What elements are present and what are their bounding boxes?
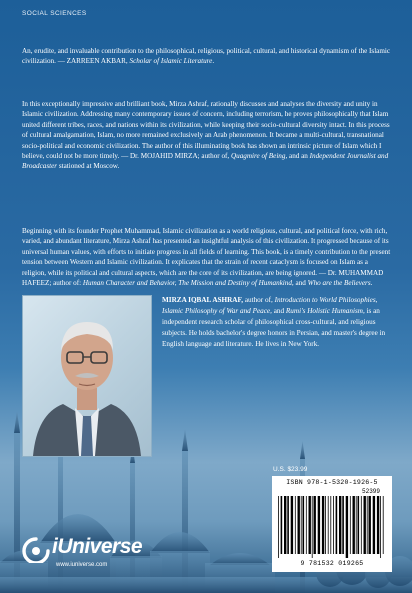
barcode-bar <box>353 496 355 554</box>
author-books: Introduction to World Philosophies, Islamic Philosophy of War and Peace, <box>162 296 378 315</box>
praise-quote-2-book-title: Quagmire of Being <box>230 152 286 161</box>
barcode-bar <box>350 496 351 554</box>
barcode-bar <box>287 496 289 554</box>
barcode-bar <box>373 496 375 554</box>
category-label: SOCIAL SCIENCES <box>22 10 87 17</box>
barcode-bar <box>361 496 362 554</box>
author-name: MIRZA IQBAL ASHRAF, <box>162 296 244 304</box>
praise-quote-3 <box>22 226 392 288</box>
praise-quote-3-end: . <box>370 279 373 288</box>
publisher-name: iUniverse <box>52 535 143 558</box>
author-bio-lead: author of, <box>243 296 275 304</box>
barcode-bars <box>276 496 388 558</box>
praise-quote-3-text: Beginning with its founder Prophet Muhammad, Islamic civilization as a world religious, cultural, and political force, with rich, varied, and abundant literature, Mirza Ashraf has presented an insightful analysis of this civilization. It progressed because of its universal human values, with efforts to initiate progress in all fields of learning. This book, is a timely contribution to the present tension between Western and Islamic civilization. It explicates that the strain of recent cataclysm is focused on Islam as a religion, while its political and cultural aspects, which are the core of its civilization, are being ignored. — Dr. MUHAMMAD HAFEEZ; author of: <box>22 227 391 288</box>
barcode-bar <box>342 496 344 554</box>
praise-quote-3-book-title-2: Who are the Believers <box>307 279 371 288</box>
isbn-barcode <box>272 476 392 572</box>
barcode-bar <box>383 496 384 554</box>
author-bio-rest: , is an independent research scholar of philosophical cross-cultural, and religious subjects. He holds bachelor's degree honors in Persian, and master's degree in English language and literature. He lives in New York. <box>162 306 386 348</box>
praise-quote-2-role: Independent Journalist and Broadcaster <box>22 152 389 171</box>
price-label: U.S. $23.99 <box>273 466 308 473</box>
barcode-bar <box>380 496 381 558</box>
barcode-bar <box>356 496 357 554</box>
author-book-rumi: Rumi's Holistic Humanism <box>285 306 363 315</box>
author-bio <box>162 295 394 350</box>
praise-quote-1-end: . <box>212 57 215 66</box>
praise-quote-2-mid: , and an <box>285 152 310 161</box>
barcode-bar <box>328 496 329 554</box>
barcode-bar <box>369 496 371 554</box>
barcode-bar <box>358 496 360 554</box>
barcode-bar <box>339 496 341 554</box>
praise-quote-1-source-title: Scholar of Islamic Literature <box>129 57 213 66</box>
praise-quote-2 <box>22 99 392 172</box>
isbn-number: ISBN 978-1-5320-1926-5 <box>286 479 378 486</box>
barcode-bar <box>325 496 326 554</box>
barcode-bar <box>278 496 279 558</box>
barcode-bar <box>364 496 366 554</box>
barcode-bar <box>298 496 300 554</box>
barcode-bar <box>333 496 334 554</box>
praise-quote-1-text: An, erudite, and invaluable contribution to the philosophical, religious, political, cultural, and historical dynamism of the Islamic civilization. — ZARREEN AKBAR, <box>22 47 391 66</box>
barcode-bar <box>346 496 348 558</box>
barcode-bar <box>291 496 293 554</box>
barcode-bar <box>312 496 313 558</box>
praise-quote-2-end: stationed at Moscow. <box>57 162 120 171</box>
praise-quote-3-mid: and <box>293 279 308 288</box>
barcode-bar <box>303 496 305 554</box>
barcode-bar <box>281 496 283 554</box>
iuniverse-swirl-icon <box>22 537 50 563</box>
barcode-bar <box>322 496 324 554</box>
author-portrait-drawing <box>23 296 151 456</box>
price-addon-code: 52399 <box>362 488 381 495</box>
author-portrait <box>22 295 152 457</box>
barcode-bar <box>309 496 311 554</box>
barcode-bar <box>367 496 368 554</box>
author-bio-and: and <box>271 306 286 315</box>
praise-quote-1 <box>22 46 392 67</box>
barcode-bar <box>301 496 302 554</box>
publisher-url: www.iuniverse.com <box>56 562 108 568</box>
barcode-bar <box>314 496 316 554</box>
barcode-bar <box>377 496 379 554</box>
barcode-bar <box>295 496 296 554</box>
praise-quote-2-text: In this exceptionally impressive and brilliant book, Mirza Ashraf, rationally discusses and analyses the diversity and unity in Islamic civilization. Addressing many contemporary issues of concern, including terrorism, he proves philosophically that Islam united different tribes, races, and nations within its civilization, while keeping their socio-cultural diversity intact. In this process of cultural amalgamation, Islam, no more remained exclusively an Arab phenomenon. It became a multi-cultural, transnational socio-political and economic civilization. The author of this illuminating book has shown an intrinsic picture of Islam which I believe, could not be more timely. — Dr. MOJAHID MIRZA; author of, <box>22 100 390 161</box>
publisher-logo <box>22 535 172 579</box>
barcode-bar <box>306 496 307 554</box>
barcode-bar <box>330 496 331 554</box>
barcode-bar <box>336 496 338 554</box>
barcode-bar <box>318 496 320 554</box>
barcode-bar <box>284 496 286 554</box>
ean-digits: 9 781532 019265 <box>300 560 364 567</box>
praise-quote-3-book-titles: Human Character and Behavior, The Mission and Destiny of Humankind, <box>82 279 294 288</box>
